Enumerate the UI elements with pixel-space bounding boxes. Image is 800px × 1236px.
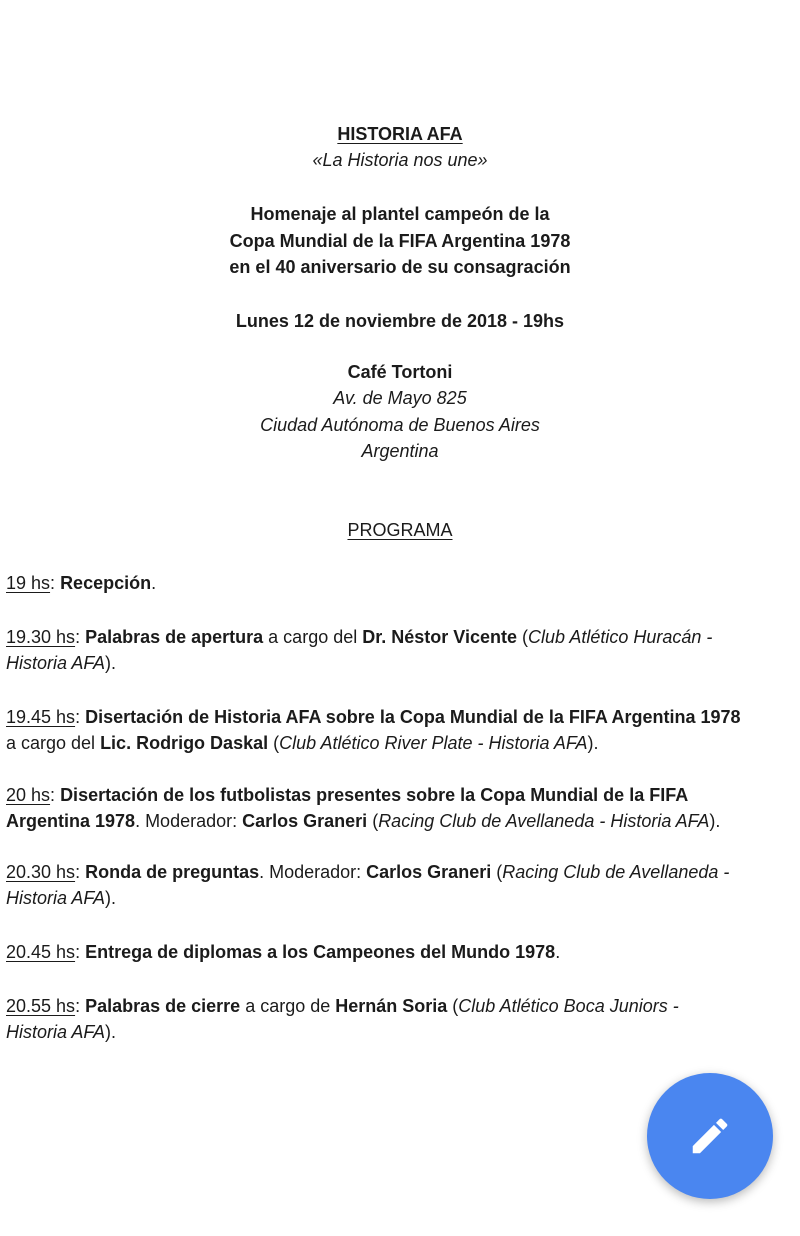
venue-city: Ciudad Autónoma de Buenos Aires bbox=[260, 415, 540, 435]
item-time: 20.45 hs bbox=[6, 942, 76, 962]
item-time: 20 hs bbox=[6, 785, 51, 805]
item-end: . bbox=[555, 942, 561, 962]
program-item-diplomas bbox=[6, 939, 800, 965]
item-paren-open: ( bbox=[367, 811, 379, 831]
item-paren-close: ). bbox=[587, 733, 599, 753]
item-paren-open: ( bbox=[447, 996, 459, 1016]
item-person: Carlos Graneri bbox=[242, 811, 368, 831]
item-separator: : bbox=[75, 996, 86, 1016]
item-text: . Moderador: bbox=[259, 862, 367, 882]
program-item-questions bbox=[6, 859, 800, 911]
item-separator: : bbox=[50, 785, 61, 805]
venue-name: Café Tortoni bbox=[347, 362, 453, 382]
item-paren-close: ). bbox=[709, 811, 721, 831]
item-club-continued: Historia AFA bbox=[6, 653, 106, 673]
item-separator: : bbox=[75, 942, 86, 962]
item-activity: Recepción bbox=[60, 573, 152, 593]
item-separator: : bbox=[75, 627, 86, 647]
item-text: a cargo del bbox=[263, 627, 363, 647]
item-time: 20.55 hs bbox=[6, 996, 76, 1016]
item-end: . bbox=[151, 573, 157, 593]
program-item-lecture-players bbox=[6, 782, 800, 834]
item-paren-open: ( bbox=[491, 862, 503, 882]
item-activity-continued: Argentina 1978 bbox=[6, 811, 136, 831]
item-paren-close: ). bbox=[105, 653, 117, 673]
pencil-icon bbox=[687, 1113, 733, 1159]
item-club: Club Atlético Boca Juniors - bbox=[458, 996, 679, 1016]
item-time: 19 hs bbox=[6, 573, 51, 593]
item-activity: Entrega de diplomas a los Campeones del Mundo 1978 bbox=[85, 942, 556, 962]
item-separator: : bbox=[75, 862, 86, 882]
item-time: 20.30 hs bbox=[6, 862, 76, 882]
item-text: a cargo de bbox=[240, 996, 336, 1016]
event-date: Lunes 12 de noviembre de 2018 - 19hs bbox=[235, 311, 565, 331]
item-club-continued: Historia AFA bbox=[6, 1022, 106, 1042]
item-person: Hernán Soria bbox=[335, 996, 448, 1016]
item-time: 19.45 hs bbox=[6, 707, 76, 727]
document-title: HISTORIA AFA bbox=[337, 124, 463, 144]
item-club: Racing Club de Avellaneda - Historia AFA bbox=[378, 811, 710, 831]
item-paren-open: ( bbox=[516, 627, 528, 647]
program-item-opening bbox=[6, 624, 800, 676]
item-paren-close: ). bbox=[105, 888, 117, 908]
item-club: Racing Club de Avellaneda - bbox=[502, 862, 730, 882]
edit-fab-button[interactable] bbox=[647, 1073, 773, 1199]
item-separator: : bbox=[75, 707, 86, 727]
item-activity: Ronda de preguntas bbox=[85, 862, 260, 882]
item-separator: : bbox=[50, 573, 61, 593]
item-club-continued: Historia AFA bbox=[6, 888, 106, 908]
item-person: Dr. Néstor Vicente bbox=[362, 627, 517, 647]
program-item-lecture-afa bbox=[6, 704, 800, 756]
program-item-closing bbox=[6, 993, 800, 1045]
item-activity: Disertación de Historia AFA sobre la Copa Mundial de la FIFA Argentina 1978 bbox=[85, 707, 741, 727]
program-item-reception bbox=[6, 570, 800, 596]
item-paren-close: ). bbox=[105, 1022, 117, 1042]
item-person: Lic. Rodrigo Daskal bbox=[100, 733, 269, 753]
program-heading: PROGRAMA bbox=[347, 520, 453, 540]
item-activity: Palabras de apertura bbox=[85, 627, 264, 647]
item-text: . Moderador: bbox=[135, 811, 243, 831]
item-time: 19.30 hs bbox=[6, 627, 76, 647]
homage-line-1: Homenaje al plantel campeón de la bbox=[250, 204, 550, 224]
item-club: Club Atlético Huracán - bbox=[527, 627, 713, 647]
item-club: Club Atlético River Plate - Historia AFA bbox=[279, 733, 588, 753]
venue-address: Av. de Mayo 825 bbox=[333, 388, 467, 408]
homage-line-2: Copa Mundial de la FIFA Argentina 1978 bbox=[229, 231, 571, 251]
item-text: a cargo del bbox=[6, 733, 101, 753]
venue-country: Argentina bbox=[361, 441, 439, 461]
item-person: Carlos Graneri bbox=[366, 862, 492, 882]
document-subtitle: «La Historia nos une» bbox=[312, 150, 488, 170]
homage-line-3: en el 40 aniversario de su consagración bbox=[229, 257, 571, 277]
item-activity: Disertación de los futbolistas presentes sobre la Copa Mundial de la FIFA bbox=[60, 785, 689, 805]
item-paren-open: ( bbox=[268, 733, 280, 753]
item-activity: Palabras de cierre bbox=[85, 996, 241, 1016]
